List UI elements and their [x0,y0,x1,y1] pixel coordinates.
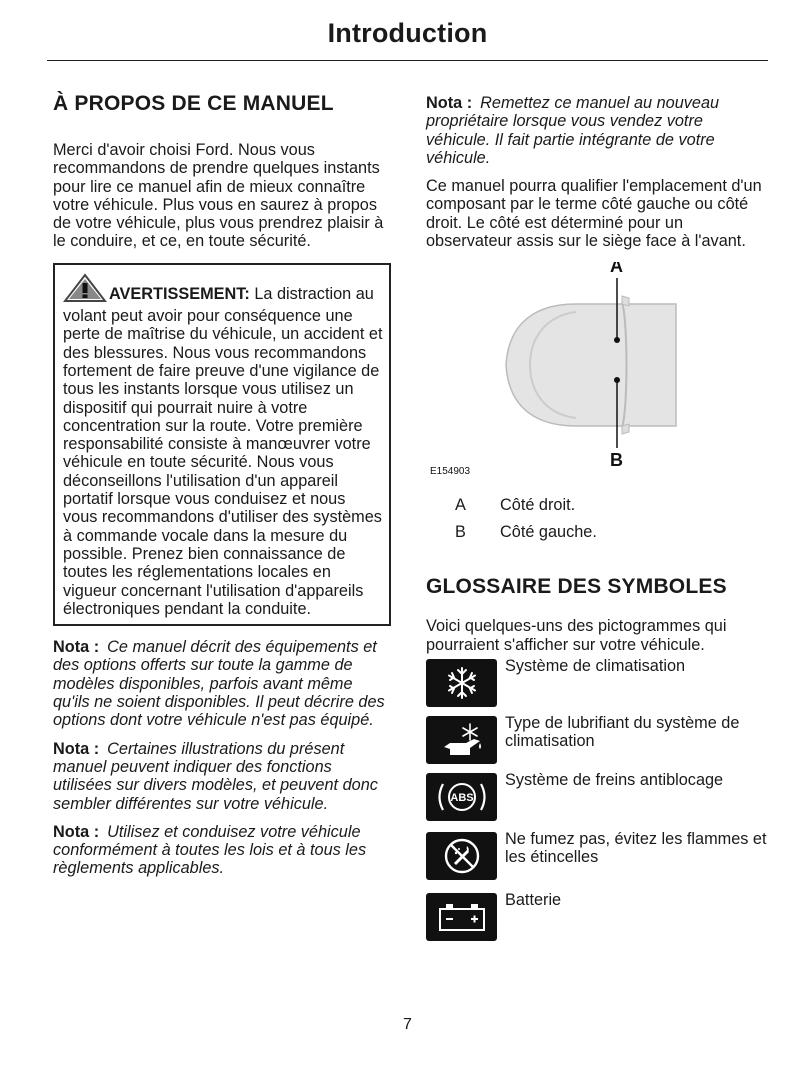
warning-label: AVERTISSEMENT: [109,284,250,303]
section-heading-glossary: GLOSSAIRE DES SYMBOLES [426,575,727,599]
left-column [53,92,391,878]
legend-key: B [455,523,466,542]
note-3 [53,823,391,878]
note-handover [426,94,768,167]
symbol-label: Batterie [505,890,562,909]
right-column [426,94,768,941]
figure-label-b: B [610,450,623,471]
no-smoking-icon [426,832,497,880]
symbol-label: Ne fumez pas, évitez les flammes et les étincelles [505,829,767,867]
side-paragraph: Ce manuel pourra qualifier l'emplacement d'un composant par le terme côté gauche ou côté droit. Le côté est déterminé pour un observateur assis sur le siège face à l'avant. [426,177,762,251]
note-2 [53,740,391,813]
note-1 [53,638,391,729]
note-text: Certaines illustrations du présent manuel peuvent indiquer des fonctions utilisées sur divers modèles, et peuvent donc sembler différentes sur votre véhicule. [53,739,378,813]
note-text: Utilisez et conduisez votre véhicule conformément à toutes les lois et à tous les règlements applicables. [53,822,367,878]
lubricant-icon [426,716,497,764]
symbol-label: Type de lubrifiant du système de climatisation [505,713,740,751]
page-title: Introduction [327,18,488,48]
snowflake-icon [426,659,497,707]
symbol-row-climatisation [426,656,768,707]
note-label: Nota : [53,822,100,841]
section-heading-about: À PROPOS DE CE MANUEL [53,92,334,115]
note-text: Remettez ce manuel au nouveau propriétaire lorsque vous vendez votre véhicule. Il fait partie intégrante de votre véhicule. [426,94,720,167]
legend-row-a [426,496,768,514]
intro-paragraph: Merci d'avoir choisi Ford. Nous vous recommandons de prendre quelques instants pour lire ce manuel afin de mieux connaître votre véhicule. Plus vous en saurez à propos de votre véhicule, plus vous prendrez plaisir à le conduire, et ce, en toute sécurité. [53,141,384,251]
car-side-figure [426,262,768,492]
abs-text: ABS [449,791,474,804]
figure-label-a: A [610,262,623,277]
symbol-label: Système de freins antiblocage [505,770,724,789]
glossary-intro: Voici quelques-uns des pictogrammes qui pourraient s'afficher sur votre véhicule. [426,617,727,654]
symbol-row-abs [426,770,768,821]
legend-key: A [455,496,466,515]
symbol-row-no-smoking [426,829,768,880]
abs-icon [426,773,497,821]
note-label: Nota : [53,739,100,758]
title-divider [47,60,768,61]
legend-text: Côté droit. [500,496,576,515]
figure-id: E154903 [430,466,471,478]
symbol-row-battery [426,890,768,941]
symbol-row-lubricant [426,713,768,764]
symbol-label: Système de climatisation [505,656,686,675]
battery-icon [426,893,497,941]
warning-triangle-icon [63,273,107,307]
note-label: Nota : [53,638,100,657]
warning-box [53,263,391,626]
car-top-view-illustration [426,262,768,492]
legend-row-b [426,523,768,541]
page-number: 7 [403,1016,412,1033]
warning-text: La distraction au volant peut avoir pour conséquence une perte de maîtrise du véhicule, un accident et des blessures. Nous vous recommandons fortement de faire preuve d'une vigilance de tous les instants lorsque vous utilisez un dispositif qui pourrait nuire à votre concentration sur la route. Votre première responsabilité consiste à manœuvrer votre véhicule en toute sécurité. Nous vous déconseillons l'utilisation d'un appareil portatif lorsque vous conduisez et nous vous recommandons d'utiliser des systèmes à commande vocale dans la mesure du possible. Prenez bien connaissance de toutes les réglementations locales en vigueur concernant l'utilisation d'appareils électroniques pendant la conduite. [63,284,383,618]
legend-text: Côté gauche. [500,523,597,542]
note-label: Nota : [426,94,473,112]
note-text: Ce manuel décrit des équipements et des options offerts sur toute la gamme de modèles disponibles, parfois avant même qu'ils ne soient disponibles. Il peut décrire des options dont votre véhicule n'est pas équipé. [53,638,385,730]
